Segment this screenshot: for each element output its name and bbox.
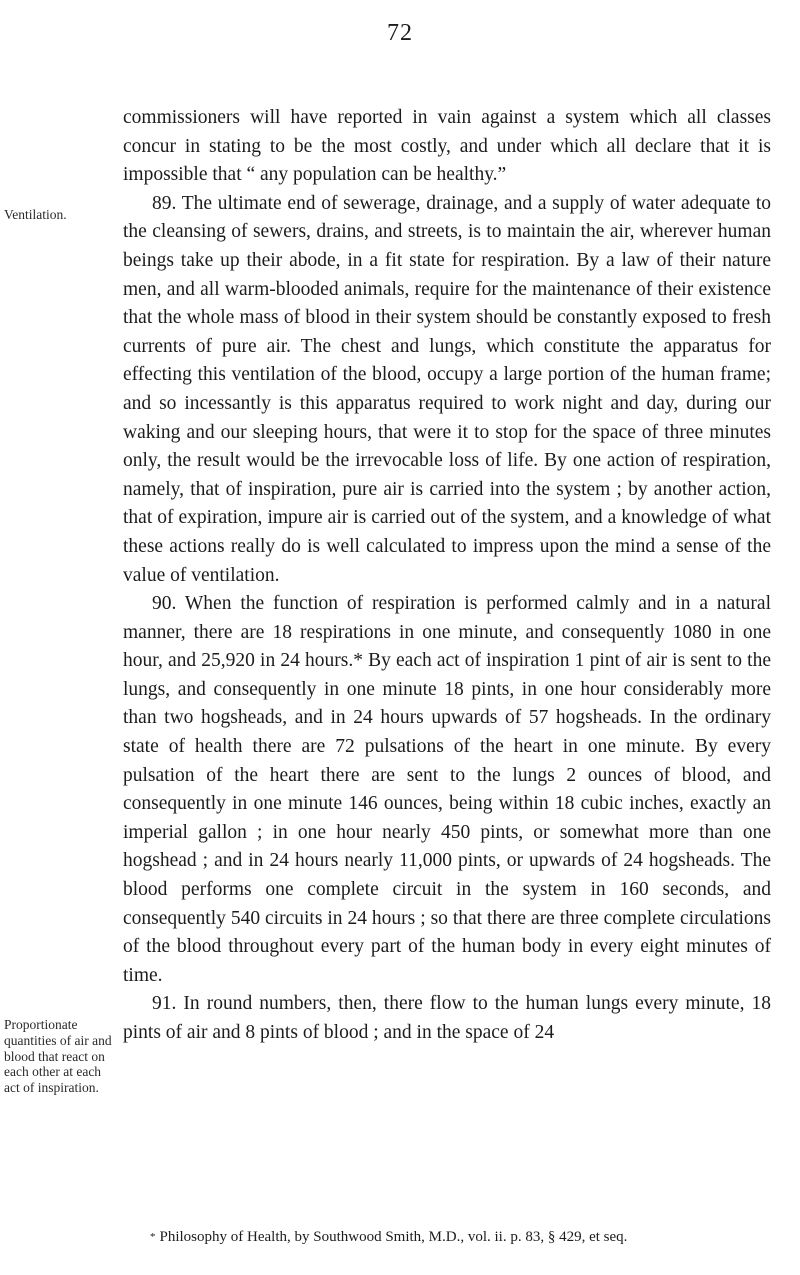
paragraph-89: 89. The ultimate end of sewerage, drainage, and a supply of water adequate to the cleansing of sewers, drains, and streets, is to maintain the air, wherever human beings take up their abode, in a fit state for respiration. By a law of their nature men, and all warm-blooded animals, require for the maintenance of their existence that the whole mass of blood in their system should be constantly exposed to fresh currents of pure air. The chest and lungs, which constitute the apparatus for effecting this ventilation of the blood, occupy a large portion of the human frame; and so incessantly is this apparatus required to work night and day, during our waking and our sleeping hours, that were it to stop for the space of three minutes only, the result would be the irrevocable loss of life. By one action of respiration, namely, that of inspiration, pure air is carried into the system ; by another action, that of expiration, impure air is carried out of the system, and a knowledge of what these actions really do is well calculated to impress upon the mind a sense of the value of ventilation. xyxy=(123,192,771,586)
page-number: 72 xyxy=(387,20,413,46)
margin-note-proportionate: Proportionate quantities of air and blood that react on each other at each act of inspiration. xyxy=(4,1017,112,1096)
paragraph-90: 90. When the function of respiration is performed calmly and in a natural manner, there are 18 respirations in one minute, and consequently 1080 in one hour, and 25,920 in 24 hours.* By each act of inspiration 1 pint of air is sent to the lungs, and consequently in one minute 18 pints, in one hour considerably more than two hogsheads, and in 24 hours upwards of 57 hogsheads. In the ordinary state of health there are 72 pulsations of the heart in one minute. By every pulsation of the heart there are sent to the lungs 2 ounces of blood, and consequently in one minute 146 ounces, being within 18 cubic inches, exactly an imperial gallon ; in one hour nearly 450 pints, or somewhat more than one hogshead ; and in 24 hours nearly 11,000 pints, or upwards of 24 hogsheads. The blood performs one complete circuit in the system in 160 seconds, and consequently 540 circuits in 24 hours ; so that there are three complete circulations of the blood throughout every part of the human body in every eight minutes of time. xyxy=(123,593,771,986)
margin-note-ventilation: Ventilation. xyxy=(4,207,67,222)
footnote-mark: * xyxy=(150,1231,156,1243)
footnote-text: Philosophy of Health, by Southwood Smith, M.D., vol. ii. p. 83, § 429, et seq. xyxy=(159,1229,628,1245)
footnote xyxy=(150,1227,780,1247)
paragraph-88-continued: commissioners will have reported in vain against a system which all classes concur in stating to be the most costly, and under which all declare that it is impossible that “ any population can be healthy.” xyxy=(123,107,771,186)
body-text xyxy=(123,104,771,1048)
paragraph-91: 91. In round numbers, then, there flow to the human lungs every minute, 18 pints of air and 8 pints of blood ; and in the space of 24 xyxy=(123,993,771,1043)
